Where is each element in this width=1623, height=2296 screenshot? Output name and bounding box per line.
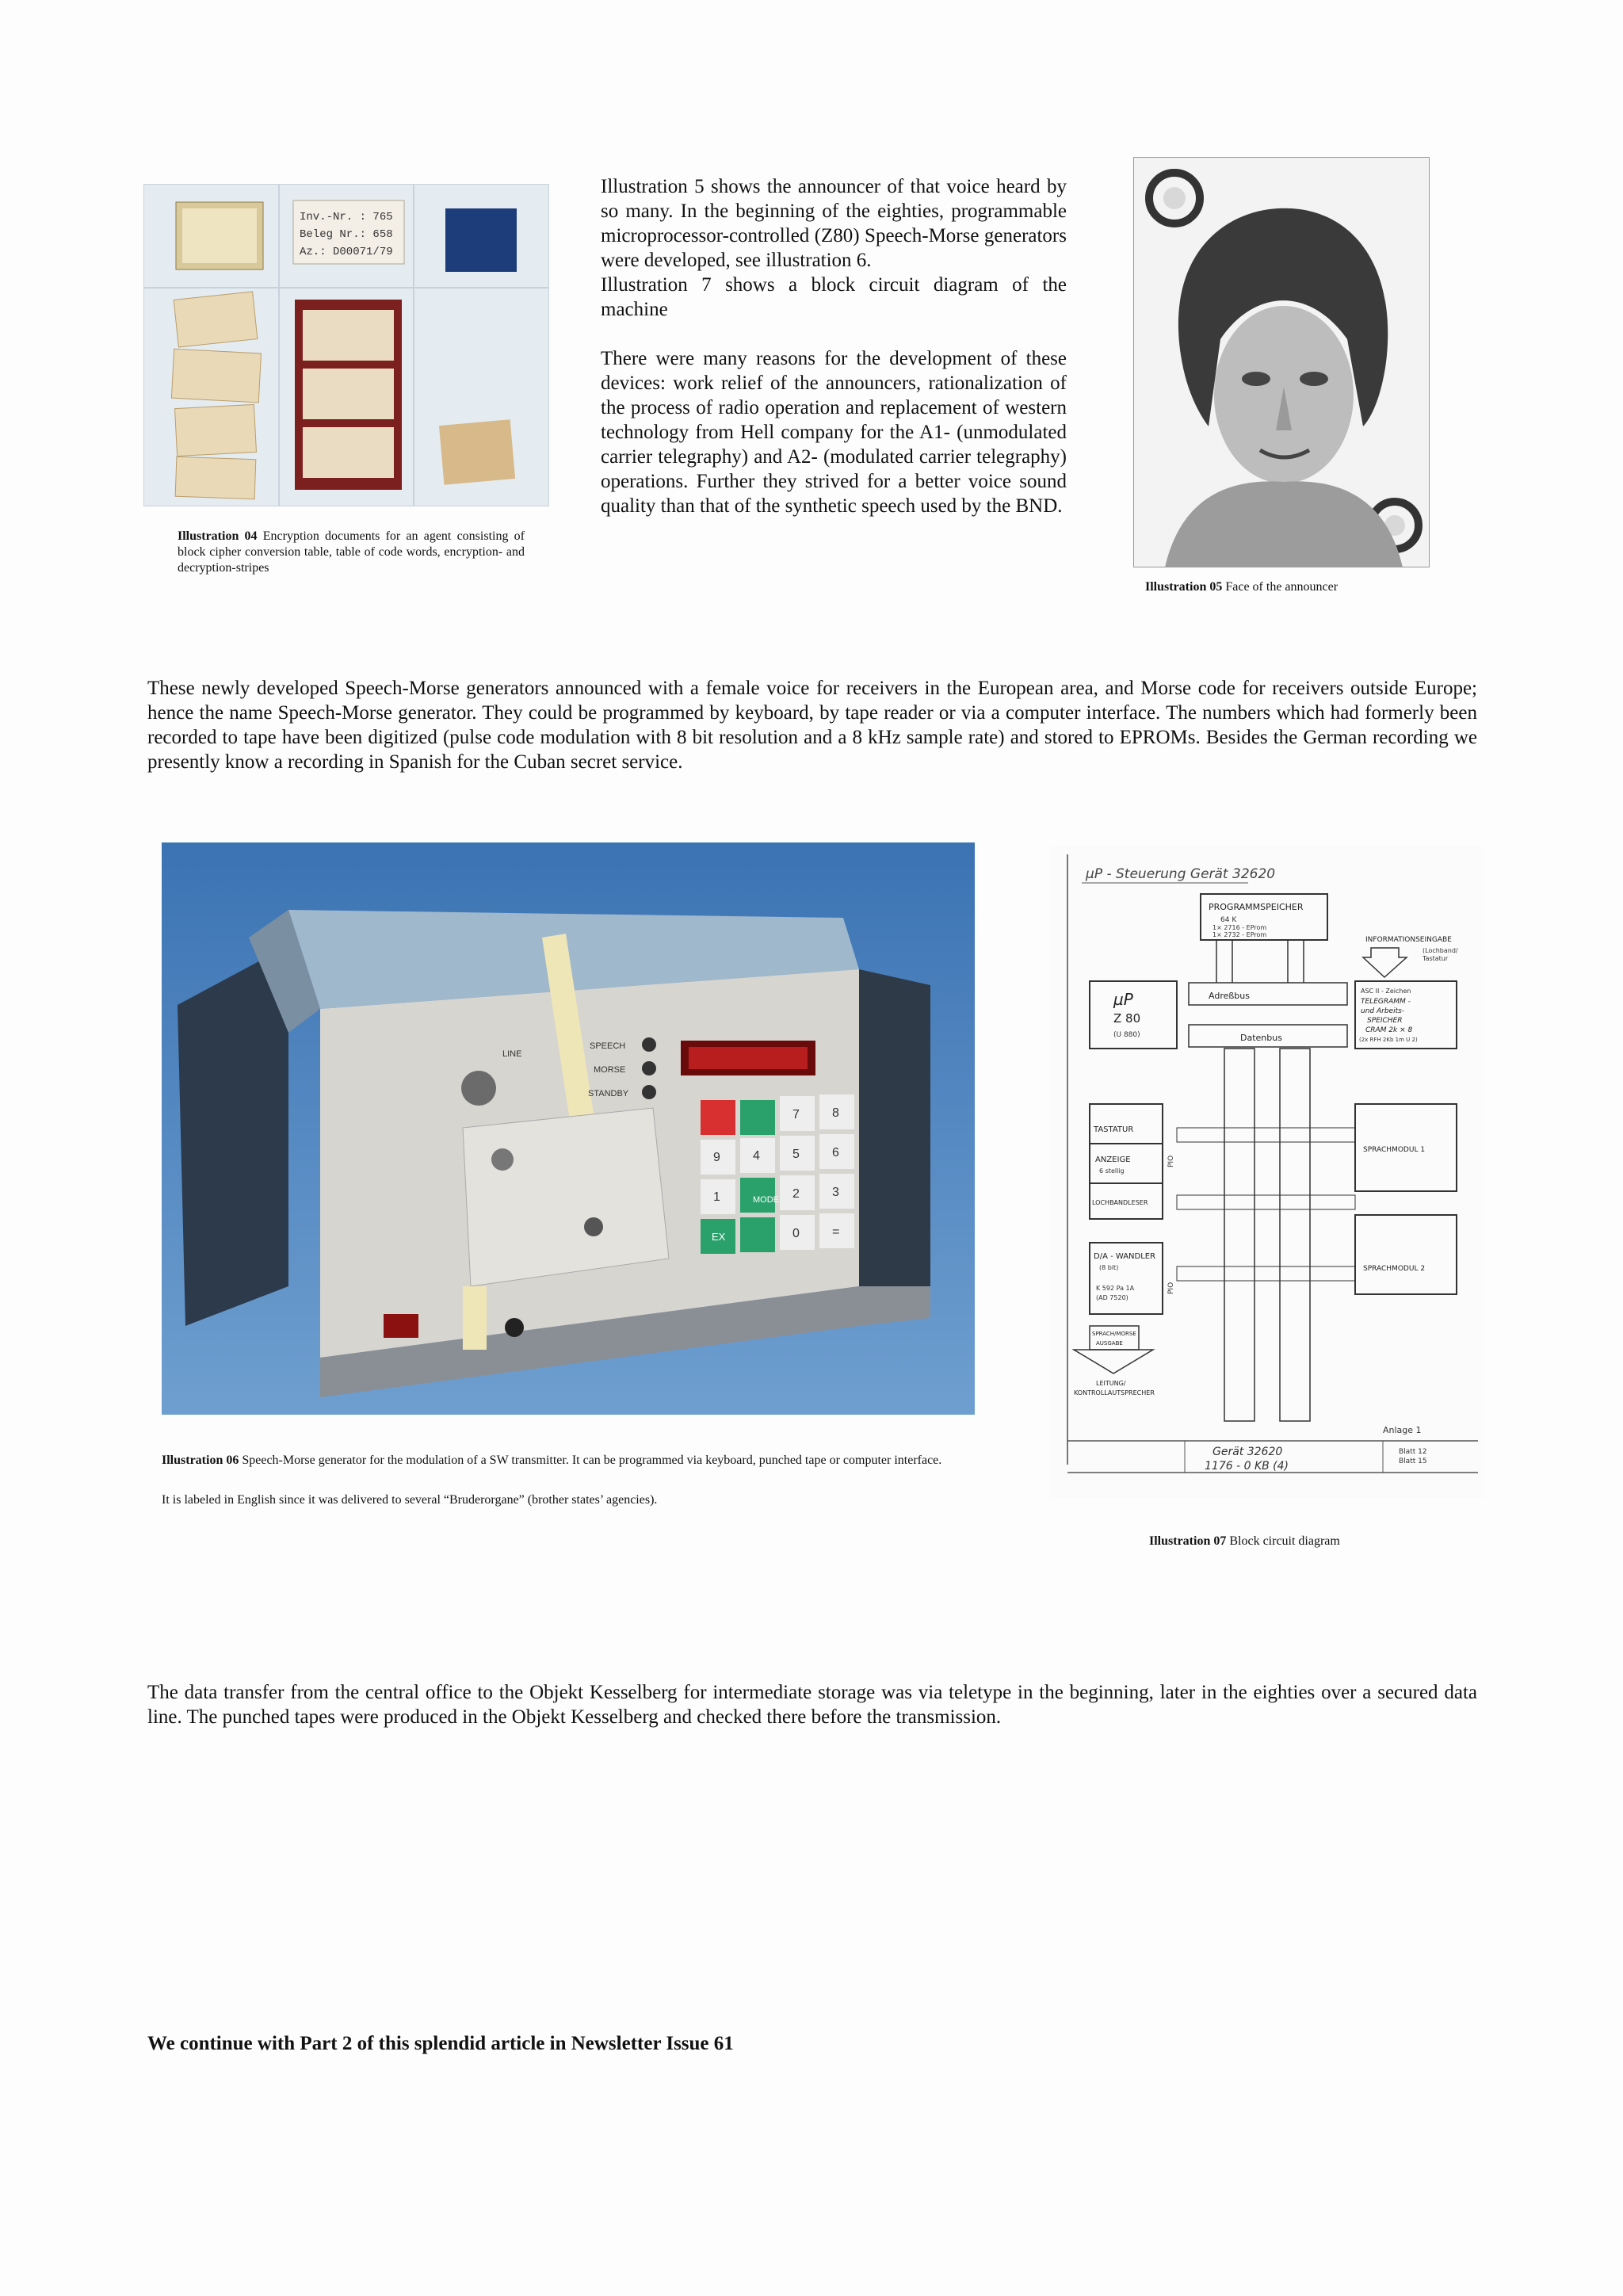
column-paragraph-1a: Illustration 5 shows the announcer of that voice heard by so many. In the beginning of the eighties, programmable microprocessor-controlled (Z80) Speech-Morse generators were developed, see illustration 6. [601, 176, 1067, 271]
body-paragraph-2: The data transfer from the central office to the Objekt Kesselberg for intermediate storage was via teletype in the beginning, later in the eighties over a secured data line. The punched tapes were produced in the Objekt Kesselberg and checked there before the transmission. [147, 1682, 1477, 1728]
caption-text: Encryption documents for an agent consisting of block cipher conversion table, table of code words, encryption- and decryption-stripes [178, 529, 525, 575]
closing-note: We continue with Part 2 of this splendid article in Newsletter Issue 61 [147, 2033, 734, 2054]
caption-label: Illustration 05 [1145, 580, 1223, 594]
sprachmorse-2: AUSGABE [1096, 1340, 1123, 1347]
lamp-label-speech: SPEECH [590, 1041, 626, 1051]
telegramm-6: (2x RFH 2Kb 1m U 2) [1359, 1037, 1418, 1043]
illustration-04-photo [143, 184, 549, 506]
key-3: 3 [832, 1186, 839, 1199]
telegramm-5: CRAM 2k × 8 [1365, 1026, 1413, 1034]
blatt-1: Blatt 12 [1399, 1448, 1427, 1456]
card-text-1: Inv.-Nr. : 765 [300, 211, 393, 223]
caption-label: Illustration 04 [178, 529, 258, 543]
ub880-label: (U 880) [1113, 1031, 1140, 1039]
pio-label-2: PIO [1167, 1282, 1175, 1294]
footer-geraet: Gerät 32620 [1212, 1446, 1283, 1458]
sprachmodul1-label: SPRACHMODUL 1 [1363, 1146, 1426, 1154]
illustration-06-caption-2: It is labeled in English since it was delivered to several “Bruderorgane” (brother states’ agencies). [162, 1493, 658, 1507]
prog-sub-1: 64 K [1220, 916, 1237, 924]
key-1: 1 [713, 1190, 720, 1204]
key-6: 6 [832, 1146, 839, 1159]
programmspeicher-label: PROGRAMMSPEICHER [1209, 902, 1304, 912]
caption-label: Illustration 06 [162, 1454, 239, 1467]
illustration-05-caption [1145, 579, 1446, 595]
leitung-2: KONTROLLAUTSPRECHER [1074, 1389, 1155, 1396]
info-sub-1: (Lochband/ [1423, 947, 1458, 954]
key-ex: EX [712, 1231, 726, 1243]
caption-text: Speech-Morse generator for the modulation of a SW transmitter. It can be programmed via keyboard, punched tape or computer interface. [242, 1454, 942, 1467]
announcer-face-image [1133, 157, 1430, 567]
prog-sub-2: 1× 2716 - EProm [1212, 924, 1267, 931]
key-9: 9 [713, 1151, 720, 1164]
info-sub-2: Tastatur [1423, 955, 1449, 962]
lochbandleser-label: LOCHBANDLESER [1092, 1199, 1148, 1206]
informationseingabe-label: INFORMATIONSEINGABE [1365, 936, 1452, 944]
sprachmorse-1: SPRACH/MORSE [1092, 1331, 1136, 1337]
block-circuit-diagram [1050, 846, 1484, 1498]
switch-label: LINE [502, 1049, 522, 1059]
anlage-label: Anlage 1 [1383, 1425, 1422, 1435]
telegramm-4: SPEICHER [1367, 1017, 1403, 1025]
lamp-label-standby: STANDBY [588, 1089, 629, 1098]
column-text [601, 174, 1067, 518]
adressbus-label: Adreßbus [1209, 991, 1250, 1001]
illustration-07-diagram [1050, 846, 1484, 1498]
telegramm-2: TELEGRAMM - [1361, 998, 1411, 1006]
anzeige-sub: 6 stellig [1099, 1167, 1125, 1175]
illustration-07-caption [1149, 1534, 1482, 1549]
key-8: 8 [832, 1106, 839, 1120]
lamp-label-morse: MORSE [594, 1065, 626, 1075]
column-paragraph-1b: Illustration 7 shows a block circuit diagram of the machine [601, 274, 1067, 320]
illustration-06-photo [162, 842, 975, 1415]
leitung-1: LEITUNG/ [1096, 1380, 1126, 1387]
z80-label: Z 80 [1113, 1011, 1141, 1026]
column-paragraph-2: There were many reasons for the development of these devices: work relief of the announcers, rationalization of the process of radio operation and replacement of western technology from Hell company for the A1- (unmodulated carrier telegraphy) and A2- (modulated carrier telegraphy) operations. Further they strived for a better voice sound quality than that of the synthetic speech used by the BND. [601, 348, 1067, 517]
telegramm-3: und Arbeits- [1361, 1007, 1405, 1015]
footer-num: 1176 - 0 KB (4) [1205, 1460, 1289, 1473]
da-sub-1: (8 bit) [1099, 1264, 1119, 1271]
key-7: 7 [792, 1108, 800, 1121]
caption-label: Illustration 07 [1149, 1534, 1227, 1548]
encryption-documents-image [144, 185, 548, 506]
illustration-05-photo [1133, 157, 1430, 567]
caption-text: Face of the announcer [1225, 580, 1338, 594]
da-wandler-label: D/A - WANDLER [1094, 1252, 1156, 1261]
anzeige-label: ANZEIGE [1095, 1156, 1131, 1164]
card-text-2: Beleg Nr.: 658 [300, 228, 393, 241]
tastatur-label: TASTATUR [1094, 1125, 1134, 1134]
illustration-06-caption [162, 1453, 975, 1469]
key-mode: MODE [753, 1195, 779, 1205]
up-label: µP [1113, 990, 1133, 1009]
diagram-title: µP - Steuerung Gerät 32620 [1086, 866, 1276, 882]
sprachmodul2-label: SPRACHMODUL 2 [1363, 1265, 1426, 1273]
speech-morse-generator-image [162, 842, 975, 1415]
key-5: 5 [792, 1148, 800, 1161]
key-2: 2 [792, 1187, 800, 1201]
da-sub-2: K 592 Pa 1A [1096, 1285, 1135, 1292]
caption-text: Block circuit diagram [1229, 1534, 1340, 1548]
da-sub-3: (AD 7520) [1096, 1294, 1128, 1301]
illustration-04-caption [178, 529, 525, 576]
key-equals: = [832, 1225, 840, 1239]
datenbus-label: Datenbus [1240, 1033, 1282, 1043]
pio-label-1: PIO [1167, 1155, 1175, 1167]
telegramm-1: ASC II - Zeichen [1361, 988, 1411, 995]
blatt-2: Blatt 15 [1399, 1457, 1427, 1465]
key-0: 0 [792, 1227, 800, 1240]
card-text-3: Az.: D00071/79 [300, 246, 393, 258]
prog-sub-3: 1× 2732 - EProm [1212, 931, 1267, 938]
body-paragraph-1: These newly developed Speech-Morse generators announced with a female voice for receivers in the European area, and Morse code for receivers outside Europe; hence the name Speech-Morse generator. They could be programmed by keyboard, by tape reader or via a computer interface. The numbers which had formerly been recorded to tape have been digitized (pulse code modulation with 8 bit resolution and a 8 kHz sample rate) and stored to EPROMs. Besides the German recording we presently know a recording in Spanish for the Cuban secret service. [147, 678, 1477, 773]
key-4: 4 [753, 1149, 760, 1163]
